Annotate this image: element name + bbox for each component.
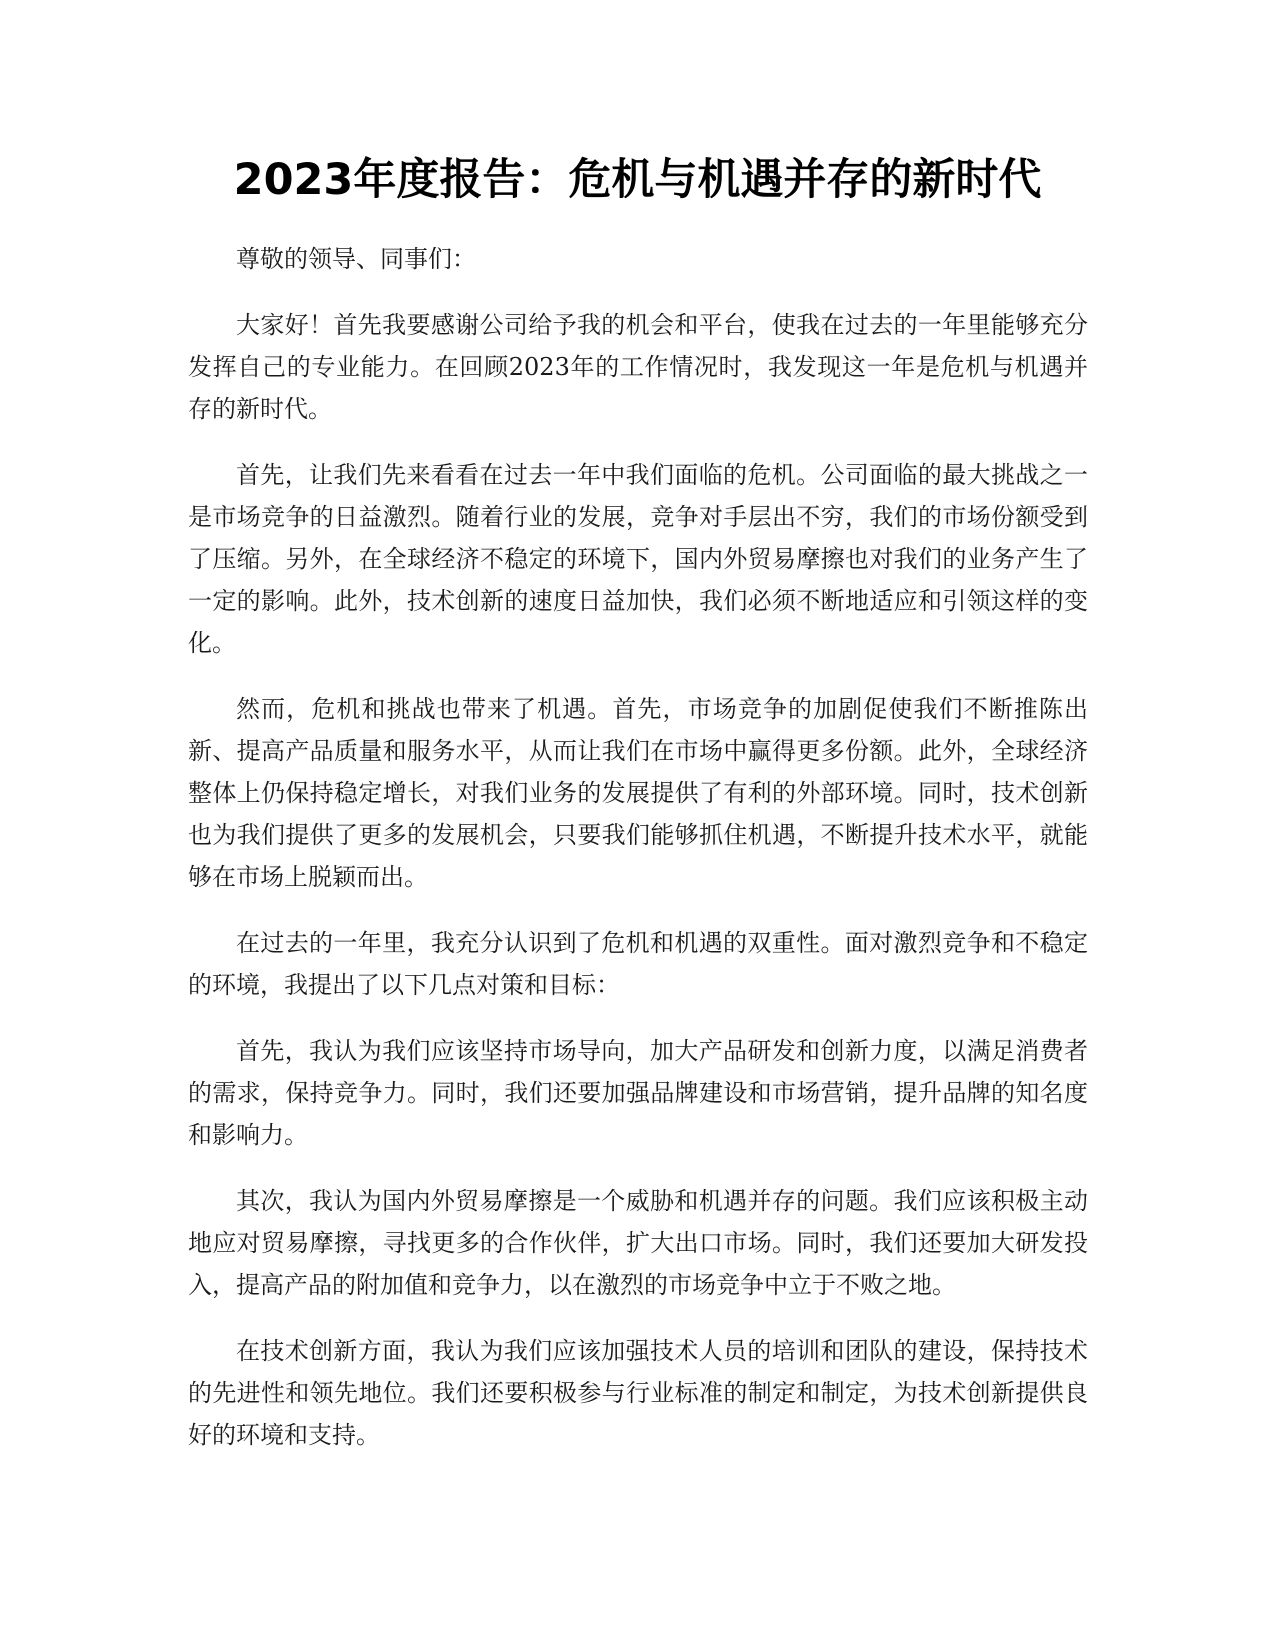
paragraph-market-strategy: 首先，我认为我们应该坚持市场导向，加大产品研发和创新力度，以满足消费者的需求，保持竞争力。同时，我们还要加强品牌建设和市场营销，提升品牌的知名度和影响力。 [188, 1037, 1088, 1149]
paragraph-greeting: 大家好！首先我要感谢公司给予我的机会和平台，使我在过去的一年里能够充分发挥自己的专业能力。在回顾2023年的工作情况时，我发现这一年是危机与机遇并存的新时代。 [188, 311, 1088, 423]
paragraph-opportunity: 然而，危机和挑战也带来了机遇。首先，市场竞争的加剧促使我们不断推陈出新、提高产品质量和服务水平，从而让我们在市场中赢得更多份额。此外，全球经济整体上仍保持稳定增长，对我们业务的发展提供了有利的外部环境。同时，技术创新也为我们提供了更多的发展机会，只要我们能够抓住机遇，不断提升技术水平，就能够在市场上脱颖而出。 [188, 695, 1088, 891]
paragraph-reflection: 在过去的一年里，我充分认识到了危机和机遇的双重性。面对激烈竞争和不稳定的环境，我提出了以下几点对策和目标： [188, 929, 1088, 999]
paragraph-tech-strategy: 在技术创新方面，我认为我们应该加强技术人员的培训和团队的建设，保持技术的先进性和领先地位。我们还要积极参与行业标准的制定和制定，为技术创新提供良好的环境和支持。 [188, 1337, 1088, 1449]
document-title: 2023年度报告：危机与机遇并存的新时代 [233, 155, 1042, 205]
paragraph-salutation: 尊敬的领导、同事们： [236, 245, 476, 273]
paragraph-crisis: 首先，让我们先来看看在过去一年中我们面临的危机。公司面临的最大挑战之一是市场竞争的日益激烈。随着行业的发展，竞争对手层出不穷，我们的市场份额受到了压缩。另外，在全球经济不稳定的环境下，国内外贸易摩擦也对我们的业务产生了一定的影响。此外，技术创新的速度日益加快，我们必须不断地适应和引领这样的变化。 [188, 461, 1088, 657]
document-body [188, 238, 1088, 1480]
paragraph-trade-strategy: 其次，我认为国内外贸易摩擦是一个威胁和机遇并存的问题。我们应该积极主动地应对贸易摩擦，寻找更多的合作伙伴，扩大出口市场。同时，我们还要加大研发投入，提高产品的附加值和竞争力，以在激烈的市场竞争中立于不败之地。 [188, 1187, 1088, 1299]
